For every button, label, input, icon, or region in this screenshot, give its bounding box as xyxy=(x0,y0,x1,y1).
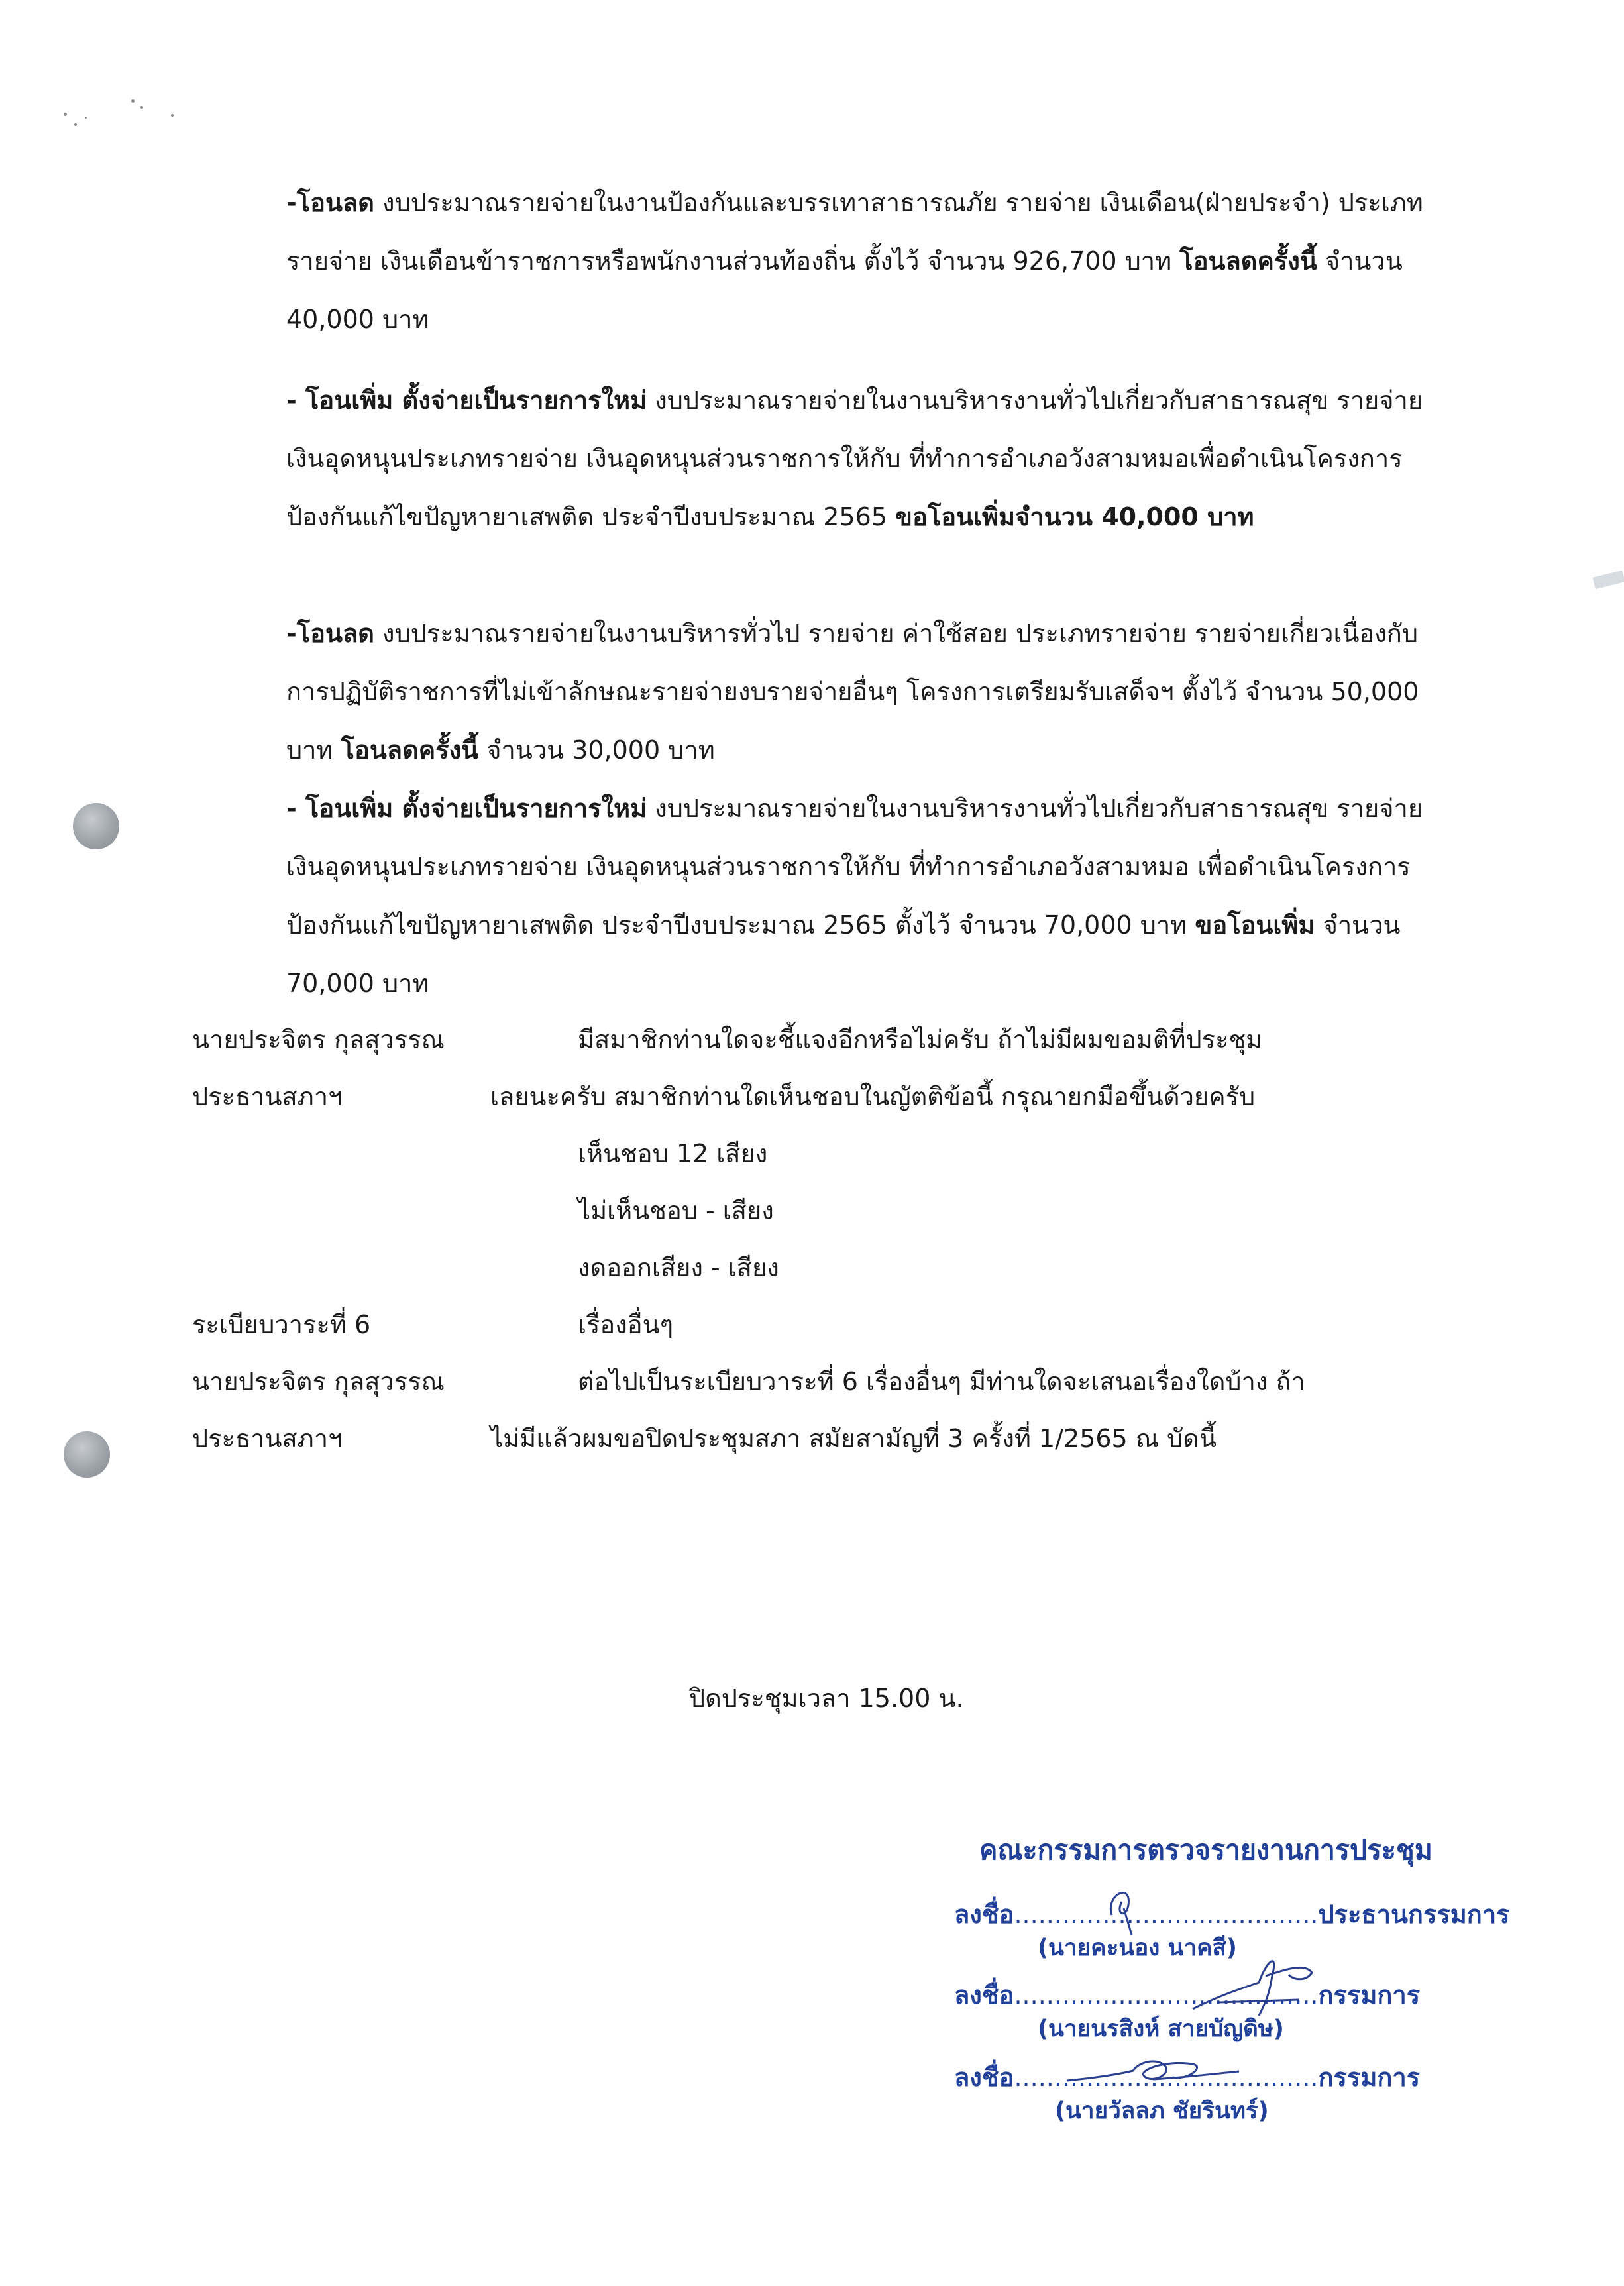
signer-role: ประธานกรรมการ xyxy=(1318,1900,1510,1929)
body-text: จำนวน 70,000 บาท xyxy=(286,910,1401,998)
scan-edge-mark xyxy=(1593,571,1624,590)
scan-speck xyxy=(85,117,87,119)
speaker-statement: เลยนะครับ สมาชิกท่านใดเห็นชอบในญัตติข้อนี้ กรุณายกมือขึ้นด้วยครับ xyxy=(490,1082,1256,1111)
bold-text: โอนลดครั้งนี้ xyxy=(1179,246,1317,276)
body-text: จำนวน 40,000 บาท xyxy=(286,246,1403,334)
vote-abstain: งดออกเสียง - เสียง xyxy=(578,1253,779,1282)
body-text: งบประมาณรายจ่ายในงานบริหารทั่วไป รายจ่าย ค่าใช้สอย ประเภทรายจ่าย รายจ่ายเกี่ยวเนื่องกับการปฏิบัติราชการที่ไม่เข้าลักษณะรายจ่ายงบรายจ่ายอื่นๆ โครงการเตรียมรับเสด็จฯ ตั้งไว้ จำนวน 50,000 บาท xyxy=(286,619,1419,765)
bold-text: -โอนลด xyxy=(286,619,374,648)
agenda-label: ระเบียบวาระที่ 6 xyxy=(192,1310,371,1339)
scan-speck xyxy=(171,114,174,117)
vote-no: ไม่เห็นชอบ - เสียง xyxy=(578,1196,774,1225)
closing-time: ปิดประชุมเวลา 15.00 น. xyxy=(689,1684,964,1713)
bold-text: -โอนลด xyxy=(286,188,374,217)
signer-name-chair: (นายคะนอง นาคสี) xyxy=(1038,1935,1237,1961)
body-text: งบประมาณรายจ่ายในงานบริหารงานทั่วไปเกี่ยวกับสาธารณสุข รายจ่าย เงินอุดหนุนประเภทรายจ่าย เงินอุดหนุนส่วนราชการให้กับ ที่ทำการอำเภอวังสามหมอ เพื่อดำเนินโครงการป้องกันแก้ไขปัญหายาเสพติด ประจำปีงบประมาณ 2565 ตั้งไว้ จำนวน 70,000 บาท xyxy=(286,794,1423,940)
committee-title: คณะกรรมการตรวจรายงานการประชุม xyxy=(979,1834,1433,1866)
paragraph-transfer-reduce-1 xyxy=(286,174,1439,349)
speaker-statement: ไม่มีแล้วผมขอปิดประชุมสภา สมัยสามัญที่ 3 ครั้งที่ 1/2565 ณ บัดนี้ xyxy=(490,1424,1217,1453)
scan-speck xyxy=(64,113,67,116)
speaker-name: นายประจิตร กุลสุวรรณ xyxy=(192,1367,445,1396)
speaker-statement: มีสมาชิกท่านใดจะชี้แจงอีกหรือไม่ครับ ถ้าไม่มีผมขอมติที่ประชุม xyxy=(578,1025,1263,1054)
signature-row-chair xyxy=(954,1894,1510,1934)
scan-speck xyxy=(131,99,135,103)
bold-text: ขอโอนเพิ่มจำนวน 40,000 บาท xyxy=(895,502,1254,531)
vote-yes: เห็นชอบ 12 เสียง xyxy=(578,1139,768,1168)
signature-dots: ...................................... xyxy=(1014,1900,1319,1929)
signature-dots: ...................................... xyxy=(1014,1981,1319,2010)
signer-role: กรรมการ xyxy=(1318,2063,1421,2092)
signer-role: กรรมการ xyxy=(1318,1981,1421,2010)
signature-scribble-chair xyxy=(1092,1869,1171,1941)
paragraph-transfer-add-2 xyxy=(286,779,1439,1012)
bold-text: โอนลดครั้งนี้ xyxy=(341,735,479,765)
speaker-role: ประธานสภาฯ xyxy=(192,1424,343,1453)
agenda-title: เรื่องอื่นๆ xyxy=(578,1310,673,1339)
signature-dots: ...................................... xyxy=(1014,2063,1319,2092)
paragraph-transfer-reduce-2 xyxy=(286,604,1439,779)
signer-name-member-2: (นายวัลลภ ชัยรินทร์) xyxy=(1055,2098,1269,2124)
bold-text: - โอนเพิ่ม ตั้งจ่ายเป็นรายการใหม่ xyxy=(286,794,647,823)
speaker-name: นายประจิตร กุลสุวรรณ xyxy=(192,1025,445,1054)
sign-label: ลงชื่อ xyxy=(954,1900,1014,1929)
signer-name-member-1: (นายนรสิงห์ สายบัญดิษ) xyxy=(1038,2016,1284,2042)
punch-hole-lower xyxy=(64,1431,110,1478)
punch-hole-upper xyxy=(73,803,119,849)
scan-speck xyxy=(140,106,143,109)
sign-label: ลงชื่อ xyxy=(954,2063,1014,2092)
scan-speck xyxy=(74,123,77,126)
paragraph-transfer-add-1 xyxy=(286,371,1439,546)
body-text: งบประมาณรายจ่ายในงานป้องกันและบรรเทาสาธารณภัย รายจ่าย เงินเดือน(ฝ่ายประจำ) ประเภทรายจ่าย เงินเดือนข้าราชการหรือพนักงานส่วนท้องถิ่น ตั้งไว้ จำนวน 926,700 บาท xyxy=(286,188,1423,276)
speaker-role: ประธานสภาฯ xyxy=(192,1082,343,1111)
signature-scribble-member-2 xyxy=(1060,2041,1246,2100)
body-text: จำนวน 30,000 บาท xyxy=(478,735,715,765)
bold-text: ขอโอนเพิ่ม xyxy=(1195,910,1315,940)
signature-scribble-member-1 xyxy=(1179,1936,1325,2029)
body-text: งบประมาณรายจ่ายในงานบริหารงานทั่วไปเกี่ยวกับสาธารณสุข รายจ่าย เงินอุดหนุนประเภทรายจ่าย เงินอุดหนุนส่วนราชการให้กับ ที่ทำการอำเภอวังสามหมอเพื่อดำเนินโครงการป้องกันแก้ไขปัญหายาเสพติด ประจำปีงบประมาณ 2565 xyxy=(286,386,1423,531)
sign-label: ลงชื่อ xyxy=(954,1981,1014,2010)
speaker-statement: ต่อไปเป็นระเบียบวาระที่ 6 เรื่องอื่นๆ มีท่านใดจะเสนอเรื่องใดบ้าง ถ้า xyxy=(578,1367,1305,1396)
bold-text: - โอนเพิ่ม ตั้งจ่ายเป็นรายการใหม่ xyxy=(286,386,647,415)
